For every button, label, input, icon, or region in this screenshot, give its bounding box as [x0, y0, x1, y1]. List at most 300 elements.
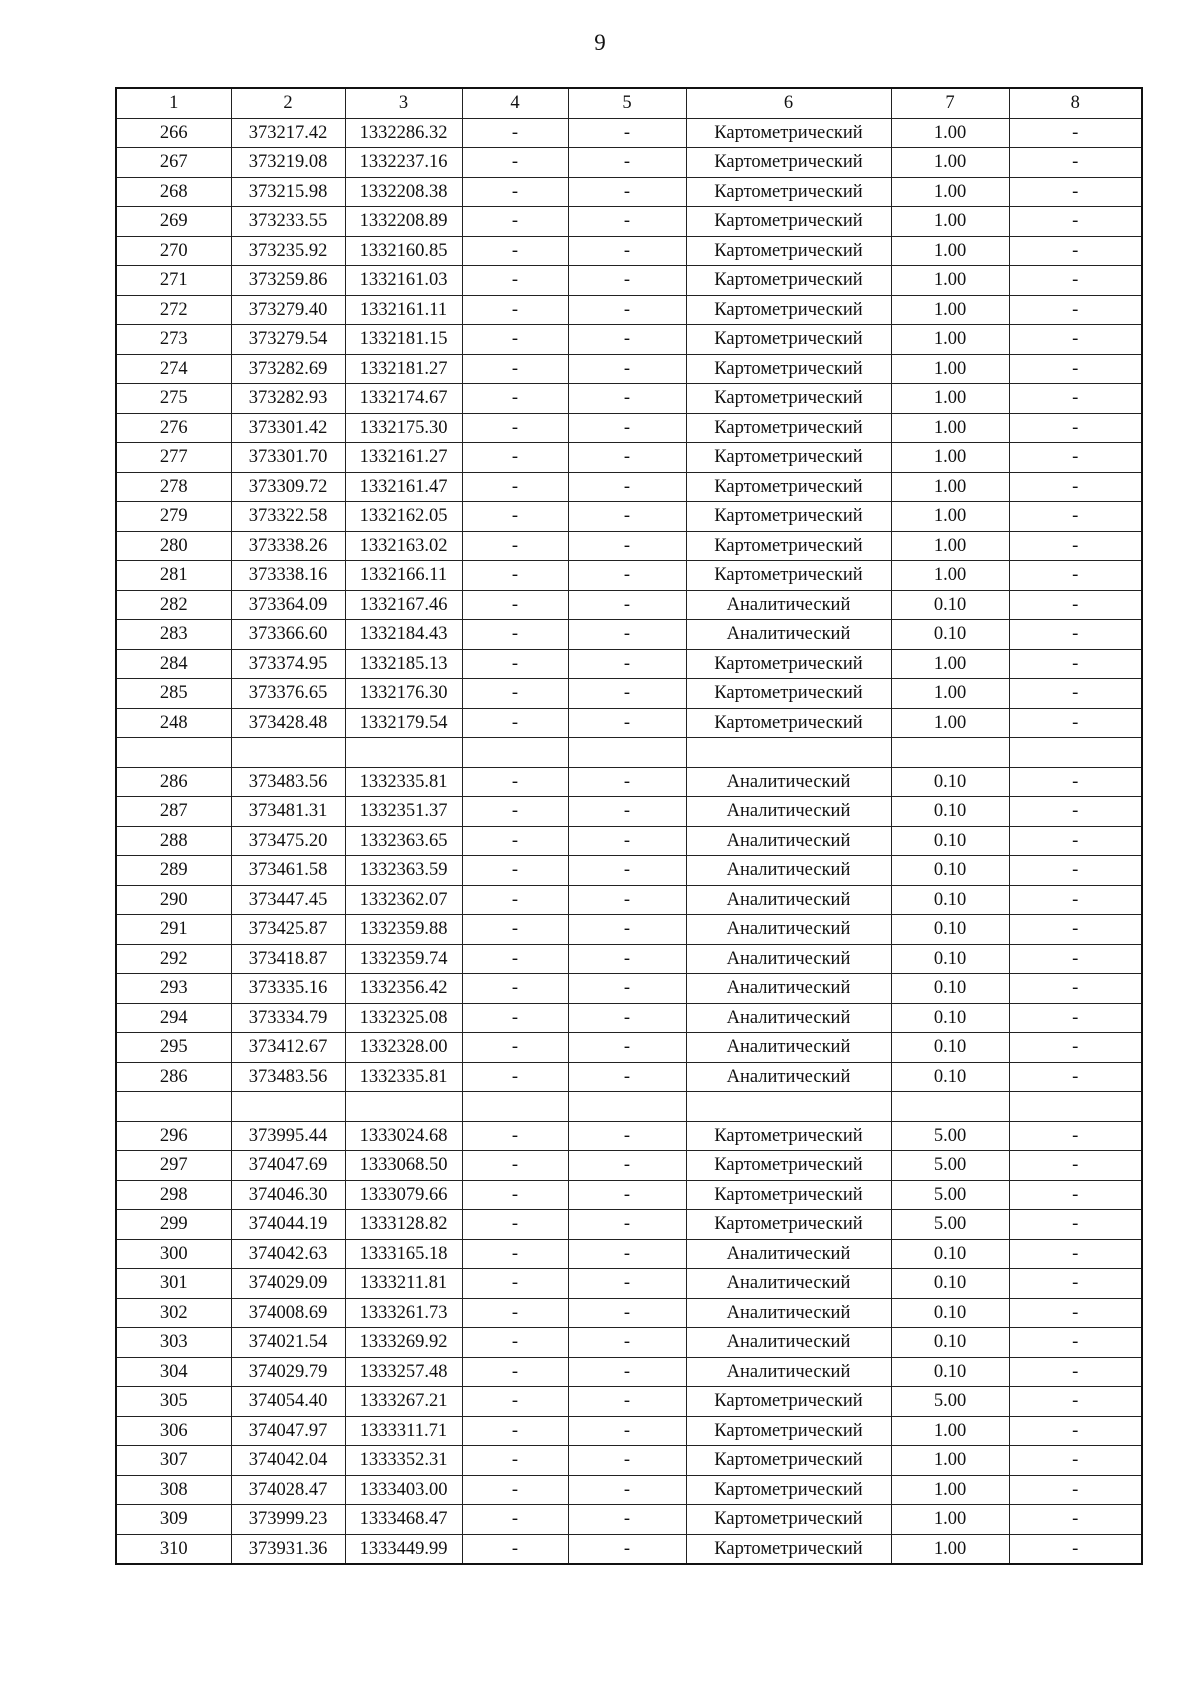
table-row — [116, 1328, 1142, 1358]
col8-cell: - — [1009, 1180, 1142, 1210]
col8-cell: - — [1009, 1534, 1142, 1564]
accuracy-cell: 5.00 — [891, 1121, 1009, 1151]
col5-cell: - — [568, 1151, 686, 1181]
point-number-cell: 273 — [116, 325, 231, 355]
accuracy-cell: 1.00 — [891, 177, 1009, 207]
col8-cell: - — [1009, 1269, 1142, 1299]
y-coordinate-cell: 1333269.92 — [345, 1328, 462, 1358]
col4-cell: - — [462, 944, 568, 974]
col8-cell: - — [1009, 1416, 1142, 1446]
accuracy-cell: 1.00 — [891, 472, 1009, 502]
accuracy-cell: 1.00 — [891, 679, 1009, 709]
col5-cell: - — [568, 472, 686, 502]
table-row — [116, 1121, 1142, 1151]
col8-cell: - — [1009, 1475, 1142, 1505]
col4-cell: - — [462, 1239, 568, 1269]
accuracy-cell: 0.10 — [891, 1033, 1009, 1063]
y-coordinate-cell: 1333024.68 — [345, 1121, 462, 1151]
table-row — [116, 1298, 1142, 1328]
column-header: 6 — [686, 88, 891, 118]
x-coordinate-cell — [231, 738, 345, 768]
col5-cell: - — [568, 207, 686, 237]
col8-cell: - — [1009, 148, 1142, 178]
x-coordinate-cell: 373447.45 — [231, 885, 345, 915]
accuracy-cell — [891, 738, 1009, 768]
method-cell: Аналитический — [686, 1003, 891, 1033]
col8-cell: - — [1009, 974, 1142, 1004]
y-coordinate-cell: 1332167.46 — [345, 590, 462, 620]
col8-cell: - — [1009, 1210, 1142, 1240]
table-row — [116, 1416, 1142, 1446]
col4-cell: - — [462, 974, 568, 1004]
col5-cell: - — [568, 295, 686, 325]
y-coordinate-cell: 1333352.31 — [345, 1446, 462, 1476]
accuracy-cell: 1.00 — [891, 384, 1009, 414]
col4-cell: - — [462, 1328, 568, 1358]
y-coordinate-cell: 1333079.66 — [345, 1180, 462, 1210]
y-coordinate-cell: 1332359.88 — [345, 915, 462, 945]
col8-cell: - — [1009, 679, 1142, 709]
col4-cell: - — [462, 177, 568, 207]
accuracy-cell: 1.00 — [891, 1416, 1009, 1446]
accuracy-cell: 1.00 — [891, 266, 1009, 296]
table-row — [116, 295, 1142, 325]
col4-cell — [462, 738, 568, 768]
col4-cell: - — [462, 413, 568, 443]
col5-cell: - — [568, 384, 686, 414]
col5-cell — [568, 738, 686, 768]
x-coordinate-cell: 373481.31 — [231, 797, 345, 827]
point-number-cell: 289 — [116, 856, 231, 886]
col5-cell: - — [568, 767, 686, 797]
method-cell — [686, 738, 891, 768]
method-cell: Аналитический — [686, 590, 891, 620]
col4-cell: - — [462, 797, 568, 827]
point-number-cell — [116, 1092, 231, 1122]
method-cell: Картометрический — [686, 472, 891, 502]
method-cell: Аналитический — [686, 915, 891, 945]
table-row — [116, 1475, 1142, 1505]
method-cell: Картометрический — [686, 679, 891, 709]
point-number-cell: 309 — [116, 1505, 231, 1535]
table-row — [116, 118, 1142, 148]
method-cell: Картометрический — [686, 1534, 891, 1564]
x-coordinate-cell: 373995.44 — [231, 1121, 345, 1151]
x-coordinate-cell: 374028.47 — [231, 1475, 345, 1505]
col5-cell: - — [568, 1387, 686, 1417]
col5-cell: - — [568, 354, 686, 384]
accuracy-cell: 5.00 — [891, 1151, 1009, 1181]
x-coordinate-cell: 373483.56 — [231, 1062, 345, 1092]
col8-cell: - — [1009, 295, 1142, 325]
accuracy-cell: 1.00 — [891, 148, 1009, 178]
col8-cell: - — [1009, 1357, 1142, 1387]
accuracy-cell: 1.00 — [891, 502, 1009, 532]
point-number-cell: 296 — [116, 1121, 231, 1151]
point-number-cell: 278 — [116, 472, 231, 502]
method-cell: Картометрический — [686, 531, 891, 561]
col8-cell: - — [1009, 797, 1142, 827]
point-number-cell: 306 — [116, 1416, 231, 1446]
table-row — [116, 236, 1142, 266]
method-cell: Картометрический — [686, 1505, 891, 1535]
point-number-cell: 286 — [116, 767, 231, 797]
col5-cell: - — [568, 266, 686, 296]
point-number-cell: 270 — [116, 236, 231, 266]
method-cell: Картометрический — [686, 266, 891, 296]
col5-cell: - — [568, 1239, 686, 1269]
point-number-cell — [116, 738, 231, 768]
accuracy-cell: 0.10 — [891, 1239, 1009, 1269]
col5-cell: - — [568, 1534, 686, 1564]
y-coordinate-cell: 1332179.54 — [345, 708, 462, 738]
x-coordinate-cell: 373475.20 — [231, 826, 345, 856]
x-coordinate-cell: 373338.16 — [231, 561, 345, 591]
col4-cell: - — [462, 266, 568, 296]
col4-cell — [462, 1092, 568, 1122]
x-coordinate-cell — [231, 1092, 345, 1122]
col5-cell: - — [568, 177, 686, 207]
method-cell: Картометрический — [686, 1180, 891, 1210]
col8-cell: - — [1009, 1239, 1142, 1269]
point-number-cell: 299 — [116, 1210, 231, 1240]
col8-cell: - — [1009, 1328, 1142, 1358]
point-number-cell: 295 — [116, 1033, 231, 1063]
col4-cell: - — [462, 1180, 568, 1210]
col8-cell: - — [1009, 118, 1142, 148]
col4-cell: - — [462, 295, 568, 325]
x-coordinate-cell: 373999.23 — [231, 1505, 345, 1535]
x-coordinate-cell: 373376.65 — [231, 679, 345, 709]
table-row — [116, 708, 1142, 738]
x-coordinate-cell: 373215.98 — [231, 177, 345, 207]
col4-cell: - — [462, 915, 568, 945]
col4-cell: - — [462, 590, 568, 620]
table-row — [116, 1387, 1142, 1417]
y-coordinate-cell: 1332163.02 — [345, 531, 462, 561]
method-cell: Картометрический — [686, 1121, 891, 1151]
table-row — [116, 649, 1142, 679]
table-row — [116, 1357, 1142, 1387]
method-cell — [686, 1092, 891, 1122]
table-row — [116, 413, 1142, 443]
table-row — [116, 826, 1142, 856]
col4-cell: - — [462, 118, 568, 148]
x-coordinate-cell: 373461.58 — [231, 856, 345, 886]
x-coordinate-cell: 373282.93 — [231, 384, 345, 414]
table-row — [116, 915, 1142, 945]
col5-cell: - — [568, 974, 686, 1004]
method-cell: Аналитический — [686, 826, 891, 856]
col4-cell: - — [462, 1003, 568, 1033]
col5-cell: - — [568, 1269, 686, 1299]
y-coordinate-cell: 1332237.16 — [345, 148, 462, 178]
col5-cell: - — [568, 1446, 686, 1476]
col4-cell: - — [462, 1387, 568, 1417]
x-coordinate-cell: 373309.72 — [231, 472, 345, 502]
x-coordinate-cell: 373364.09 — [231, 590, 345, 620]
y-coordinate-cell: 1332174.67 — [345, 384, 462, 414]
accuracy-cell: 1.00 — [891, 354, 1009, 384]
col8-cell: - — [1009, 915, 1142, 945]
col5-cell: - — [568, 236, 686, 266]
method-cell: Аналитический — [686, 797, 891, 827]
accuracy-cell: 1.00 — [891, 649, 1009, 679]
col4-cell: - — [462, 472, 568, 502]
x-coordinate-cell: 373219.08 — [231, 148, 345, 178]
col4-cell: - — [462, 1357, 568, 1387]
x-coordinate-cell: 373235.92 — [231, 236, 345, 266]
point-number-cell: 290 — [116, 885, 231, 915]
method-cell: Аналитический — [686, 944, 891, 974]
table-row — [116, 679, 1142, 709]
table-row — [116, 531, 1142, 561]
point-number-cell: 279 — [116, 502, 231, 532]
col8-cell: - — [1009, 885, 1142, 915]
col8-cell: - — [1009, 443, 1142, 473]
y-coordinate-cell — [345, 1092, 462, 1122]
page-number: 9 — [594, 30, 606, 55]
accuracy-cell: 0.10 — [891, 885, 1009, 915]
x-coordinate-cell: 373425.87 — [231, 915, 345, 945]
point-number-cell: 301 — [116, 1269, 231, 1299]
col4-cell: - — [462, 1033, 568, 1063]
col8-cell: - — [1009, 944, 1142, 974]
accuracy-cell: 1.00 — [891, 561, 1009, 591]
table-row — [116, 1239, 1142, 1269]
method-cell: Картометрический — [686, 1387, 891, 1417]
point-number-cell: 282 — [116, 590, 231, 620]
x-coordinate-cell: 374054.40 — [231, 1387, 345, 1417]
y-coordinate-cell: 1332325.08 — [345, 1003, 462, 1033]
y-coordinate-cell: 1333403.00 — [345, 1475, 462, 1505]
accuracy-cell: 0.10 — [891, 826, 1009, 856]
col5-cell: - — [568, 325, 686, 355]
y-coordinate-cell: 1332363.65 — [345, 826, 462, 856]
y-coordinate-cell: 1333468.47 — [345, 1505, 462, 1535]
point-number-cell: 303 — [116, 1328, 231, 1358]
accuracy-cell: 1.00 — [891, 1446, 1009, 1476]
y-coordinate-cell: 1332162.05 — [345, 502, 462, 532]
col4-cell: - — [462, 354, 568, 384]
col4-cell: - — [462, 1210, 568, 1240]
method-cell: Аналитический — [686, 1328, 891, 1358]
point-number-cell: 310 — [116, 1534, 231, 1564]
point-number-cell: 300 — [116, 1239, 231, 1269]
col8-cell: - — [1009, 1446, 1142, 1476]
accuracy-cell: 1.00 — [891, 295, 1009, 325]
col5-cell: - — [568, 1357, 686, 1387]
col5-cell: - — [568, 1298, 686, 1328]
point-number-cell: 276 — [116, 413, 231, 443]
method-cell: Аналитический — [686, 1357, 891, 1387]
table-row — [116, 856, 1142, 886]
col4-cell: - — [462, 620, 568, 650]
point-number-cell: 294 — [116, 1003, 231, 1033]
method-cell: Аналитический — [686, 1239, 891, 1269]
col5-cell: - — [568, 1505, 686, 1535]
table-row — [116, 1534, 1142, 1564]
y-coordinate-cell: 1333165.18 — [345, 1239, 462, 1269]
point-number-cell: 297 — [116, 1151, 231, 1181]
x-coordinate-cell: 373334.79 — [231, 1003, 345, 1033]
point-number-cell: 305 — [116, 1387, 231, 1417]
point-number-cell: 269 — [116, 207, 231, 237]
accuracy-cell: 0.10 — [891, 944, 1009, 974]
point-number-cell: 268 — [116, 177, 231, 207]
col4-cell: - — [462, 885, 568, 915]
x-coordinate-cell: 374029.79 — [231, 1357, 345, 1387]
col5-cell: - — [568, 649, 686, 679]
x-coordinate-cell: 373282.69 — [231, 354, 345, 384]
col4-cell: - — [462, 1505, 568, 1535]
y-coordinate-cell: 1332335.81 — [345, 767, 462, 797]
column-header: 1 — [116, 88, 231, 118]
y-coordinate-cell: 1332166.11 — [345, 561, 462, 591]
col4-cell: - — [462, 1298, 568, 1328]
y-coordinate-cell: 1333261.73 — [345, 1298, 462, 1328]
method-cell: Аналитический — [686, 1298, 891, 1328]
method-cell: Картометрический — [686, 295, 891, 325]
point-number-cell: 285 — [116, 679, 231, 709]
col4-cell: - — [462, 384, 568, 414]
method-cell: Картометрический — [686, 177, 891, 207]
x-coordinate-cell: 373335.16 — [231, 974, 345, 1004]
accuracy-cell: 0.10 — [891, 915, 1009, 945]
point-number-cell: 292 — [116, 944, 231, 974]
col8-cell: - — [1009, 354, 1142, 384]
method-cell: Аналитический — [686, 1062, 891, 1092]
col5-cell: - — [568, 826, 686, 856]
col8-cell: - — [1009, 620, 1142, 650]
accuracy-cell: 5.00 — [891, 1180, 1009, 1210]
accuracy-cell: 0.10 — [891, 767, 1009, 797]
table-row — [116, 620, 1142, 650]
col8-cell: - — [1009, 325, 1142, 355]
y-coordinate-cell: 1332328.00 — [345, 1033, 462, 1063]
col8-cell: - — [1009, 561, 1142, 591]
col5-cell: - — [568, 1121, 686, 1151]
y-coordinate-cell: 1332351.37 — [345, 797, 462, 827]
accuracy-cell: 0.10 — [891, 1357, 1009, 1387]
col8-cell: - — [1009, 590, 1142, 620]
x-coordinate-cell: 374042.63 — [231, 1239, 345, 1269]
table-body — [116, 88, 1142, 1564]
y-coordinate-cell: 1332359.74 — [345, 944, 462, 974]
col5-cell: - — [568, 1416, 686, 1446]
table-row — [116, 1446, 1142, 1476]
table-row — [116, 502, 1142, 532]
y-coordinate-cell: 1332181.27 — [345, 354, 462, 384]
y-coordinate-cell: 1332185.13 — [345, 649, 462, 679]
point-number-cell: 291 — [116, 915, 231, 945]
col5-cell: - — [568, 1210, 686, 1240]
col4-cell: - — [462, 325, 568, 355]
col8-cell: - — [1009, 413, 1142, 443]
col4-cell: - — [462, 207, 568, 237]
y-coordinate-cell: 1333311.71 — [345, 1416, 462, 1446]
method-cell: Аналитический — [686, 1033, 891, 1063]
point-number-cell: 304 — [116, 1357, 231, 1387]
col5-cell: - — [568, 708, 686, 738]
col4-cell: - — [462, 826, 568, 856]
table-row — [116, 561, 1142, 591]
x-coordinate-cell: 373259.86 — [231, 266, 345, 296]
table-row — [116, 354, 1142, 384]
x-coordinate-cell: 374046.30 — [231, 1180, 345, 1210]
point-number-cell: 267 — [116, 148, 231, 178]
col8-cell: - — [1009, 826, 1142, 856]
col4-cell: - — [462, 561, 568, 591]
accuracy-cell: 0.10 — [891, 1269, 1009, 1299]
table-row — [116, 974, 1142, 1004]
col8-cell — [1009, 738, 1142, 768]
col5-cell: - — [568, 561, 686, 591]
col4-cell: - — [462, 236, 568, 266]
column-header: 5 — [568, 88, 686, 118]
point-number-cell: 286 — [116, 1062, 231, 1092]
y-coordinate-cell: 1332161.47 — [345, 472, 462, 502]
table-row — [116, 590, 1142, 620]
col8-cell: - — [1009, 472, 1142, 502]
accuracy-cell: 1.00 — [891, 325, 1009, 355]
point-number-cell: 280 — [116, 531, 231, 561]
col4-cell: - — [462, 708, 568, 738]
point-number-cell: 284 — [116, 649, 231, 679]
table-row — [116, 1151, 1142, 1181]
col4-cell: - — [462, 1475, 568, 1505]
table-row — [116, 767, 1142, 797]
x-coordinate-cell: 374029.09 — [231, 1269, 345, 1299]
col4-cell: - — [462, 649, 568, 679]
y-coordinate-cell: 1332161.03 — [345, 266, 462, 296]
point-number-cell: 308 — [116, 1475, 231, 1505]
table-spacer-row — [116, 738, 1142, 768]
y-coordinate-cell: 1333211.81 — [345, 1269, 462, 1299]
col4-cell: - — [462, 531, 568, 561]
y-coordinate-cell: 1333449.99 — [345, 1534, 462, 1564]
x-coordinate-cell: 373412.67 — [231, 1033, 345, 1063]
x-coordinate-cell: 374008.69 — [231, 1298, 345, 1328]
col8-cell: - — [1009, 384, 1142, 414]
point-number-cell: 288 — [116, 826, 231, 856]
col4-cell: - — [462, 443, 568, 473]
method-cell: Картометрический — [686, 384, 891, 414]
col8-cell: - — [1009, 708, 1142, 738]
x-coordinate-cell: 374047.69 — [231, 1151, 345, 1181]
method-cell: Картометрический — [686, 325, 891, 355]
point-number-cell: 283 — [116, 620, 231, 650]
table-row — [116, 944, 1142, 974]
accuracy-cell: 1.00 — [891, 236, 1009, 266]
col4-cell: - — [462, 148, 568, 178]
method-cell: Картометрический — [686, 207, 891, 237]
col4-cell: - — [462, 1151, 568, 1181]
col5-cell: - — [568, 502, 686, 532]
table-row — [116, 1062, 1142, 1092]
point-number-cell: 293 — [116, 974, 231, 1004]
table-row — [116, 797, 1142, 827]
method-cell: Картометрический — [686, 561, 891, 591]
x-coordinate-cell: 373233.55 — [231, 207, 345, 237]
table-row — [116, 325, 1142, 355]
table-row — [116, 1269, 1142, 1299]
col8-cell: - — [1009, 649, 1142, 679]
method-cell: Аналитический — [686, 1269, 891, 1299]
col8-cell: - — [1009, 856, 1142, 886]
col8-cell: - — [1009, 502, 1142, 532]
point-number-cell: 302 — [116, 1298, 231, 1328]
